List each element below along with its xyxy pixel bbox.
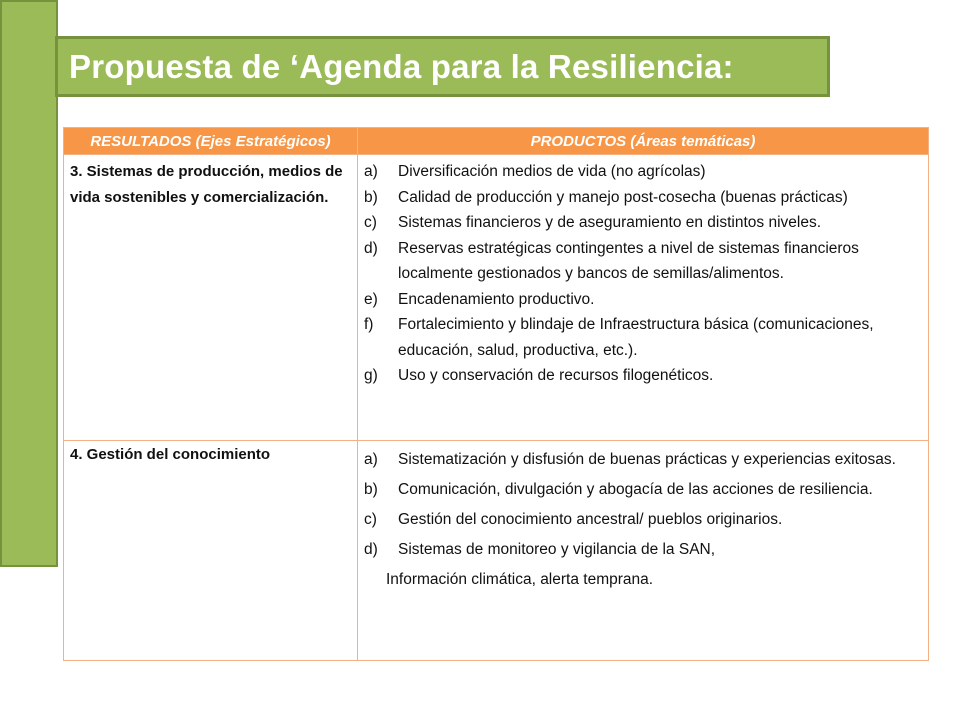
- item-text: Reservas estratégicas contingentes a nivel de sistemas financieros localmente gestionados y bancos de semillas/alimentos.: [398, 239, 859, 282]
- products-list: [364, 159, 922, 389]
- list-item: [364, 236, 922, 287]
- item-marker: e): [364, 290, 378, 308]
- item-text: Comunicación, divulgación y abogacía de las acciones de resiliencia.: [398, 481, 873, 498]
- item-text: Fortalecimiento y blindaje de Infraestructura básica (comunicaciones, educación, salud, productiva, etc.).: [398, 316, 874, 359]
- table-header-row: [64, 128, 929, 155]
- item-marker: b): [364, 481, 378, 498]
- list-item: [364, 159, 922, 185]
- item-marker: b): [364, 188, 378, 206]
- item-text: Calidad de producción y manejo post-cosecha (buenas prácticas): [398, 188, 848, 206]
- products-cell: [358, 155, 929, 441]
- result-cell: [64, 155, 358, 441]
- list-item: [364, 363, 922, 389]
- item-text: Encadenamiento productivo.: [398, 290, 595, 308]
- header-resultados: RESULTADOS (Ejes Estratégicos): [64, 128, 358, 155]
- table-row: [64, 155, 929, 441]
- slide-title: Propuesta de ‘Agenda para la Resiliencia:: [69, 47, 734, 85]
- list-item: [364, 210, 922, 236]
- item-marker: f): [364, 316, 374, 333]
- item-text: Sistemas financieros y de aseguramiento en distintos niveles.: [398, 214, 822, 231]
- list-item: [364, 312, 922, 363]
- item-marker: d): [364, 239, 378, 257]
- table-row: [64, 441, 929, 661]
- list-item: [364, 445, 922, 475]
- decorative-side-bar: [0, 0, 58, 567]
- extra-line: Información climática, alerta temprana.: [386, 571, 654, 588]
- list-item: [364, 535, 922, 565]
- agenda-table: [63, 127, 929, 661]
- item-marker: a): [364, 163, 378, 180]
- item-marker: c): [364, 214, 377, 231]
- title-banner: [55, 36, 830, 97]
- item-marker: d): [364, 541, 378, 558]
- item-marker: c): [364, 511, 377, 528]
- item-text: Sistemas de monitoreo y vigilancia de la SAN,: [398, 541, 716, 558]
- item-text: Gestión del conocimiento ancestral/ pueblos originarios.: [398, 511, 783, 528]
- item-text: Uso y conservación de recursos filogenéticos.: [398, 367, 714, 384]
- item-marker: a): [364, 451, 378, 468]
- list-item: [364, 287, 922, 313]
- item-marker: g): [364, 367, 378, 384]
- list-item: [364, 475, 922, 505]
- result-cell: [64, 441, 358, 661]
- item-text: Sistematización y disfusión de buenas prácticas y experiencias exitosas.: [398, 451, 896, 468]
- products-cell: [358, 441, 929, 661]
- header-productos: PRODUCTOS (Áreas temáticas): [358, 128, 929, 155]
- products-list: [364, 445, 922, 565]
- result-text: 3. Sistemas de producción, medios de vida sostenibles y comercialización.: [70, 163, 343, 206]
- item-text: Diversificación medios de vida (no agrícolas): [398, 163, 706, 180]
- list-item: [364, 505, 922, 535]
- result-text: 4. Gestión del conocimiento: [70, 446, 271, 463]
- list-item: [364, 185, 922, 211]
